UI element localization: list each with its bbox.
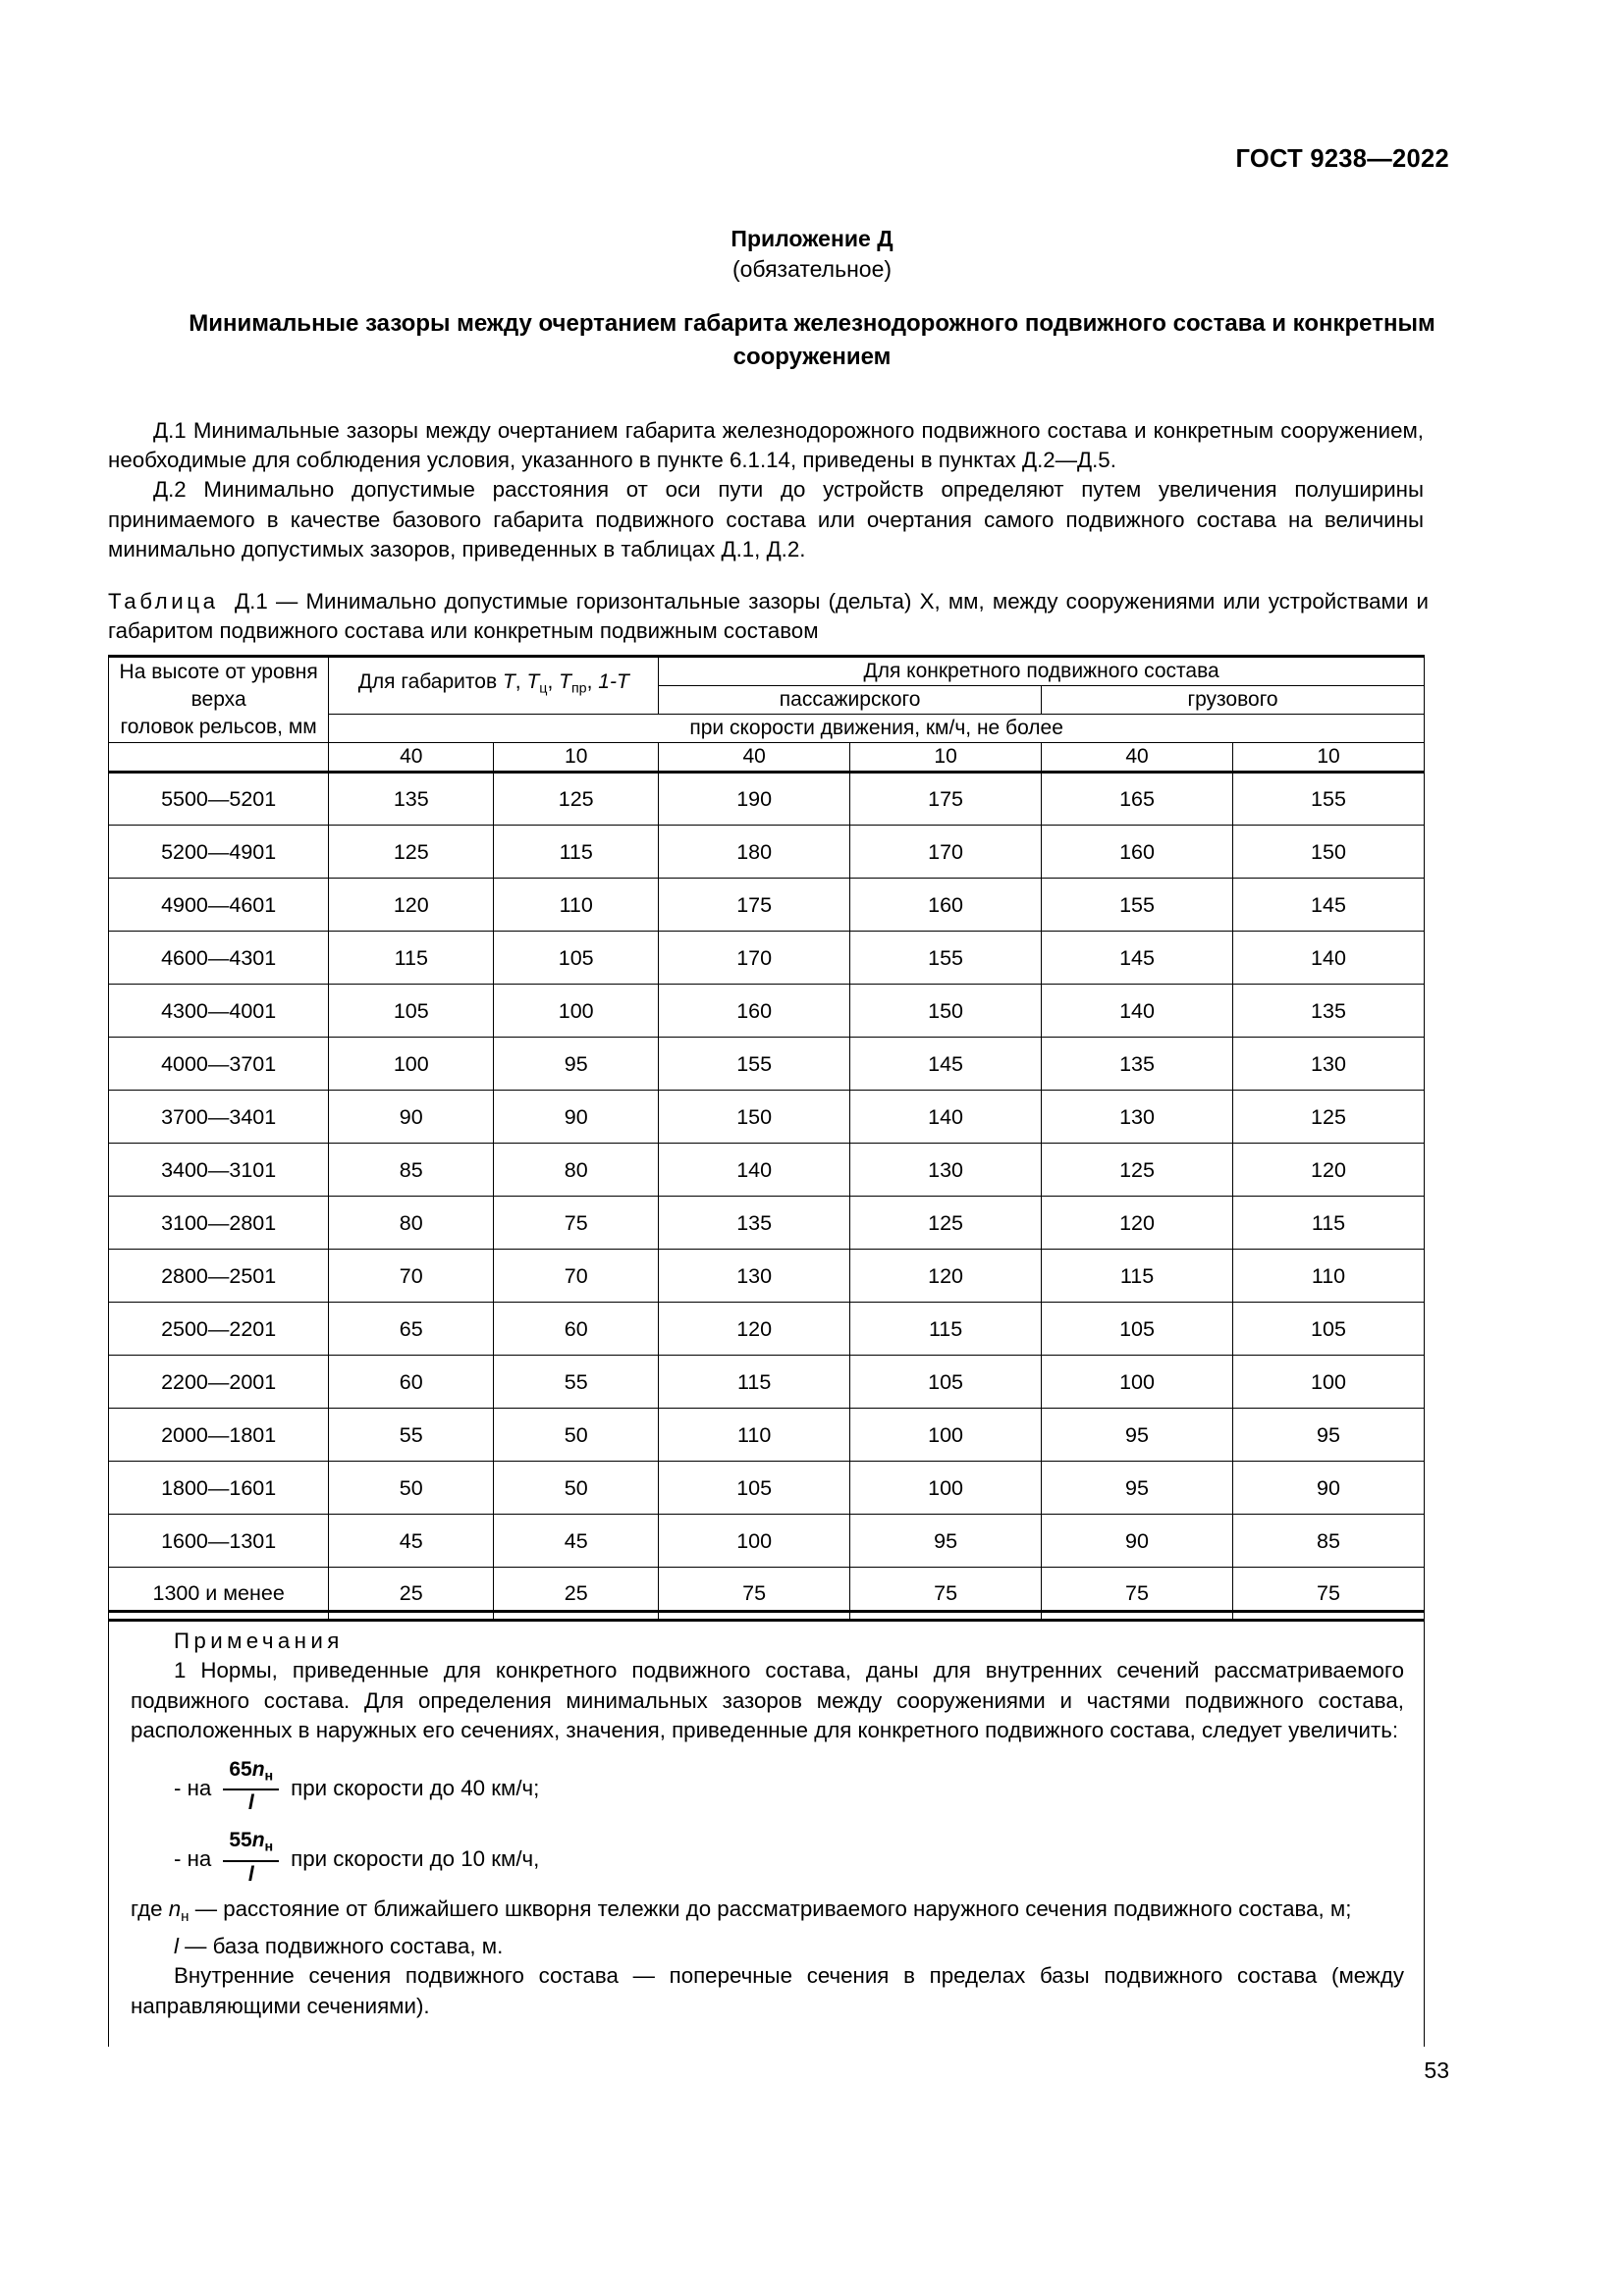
row-value: 130 xyxy=(850,1144,1042,1197)
formula-10kmh-fraction xyxy=(223,1829,279,1887)
header-gabarit-t2-sub: ц xyxy=(539,680,548,697)
header-passenger: пассажирского xyxy=(659,686,1042,715)
row-value: 180 xyxy=(659,826,850,879)
row-value: 90 xyxy=(1042,1515,1233,1568)
header-speed-note: при скорости движения, км/ч, не более xyxy=(329,715,1425,743)
formula-10kmh xyxy=(131,1831,1404,1889)
row-value: 105 xyxy=(329,985,494,1038)
formula-40kmh-prefix: - на xyxy=(174,1775,212,1800)
annex-label xyxy=(0,224,1624,285)
row-value: 125 xyxy=(850,1197,1042,1250)
row-value: 65 xyxy=(329,1303,494,1356)
row-value: 175 xyxy=(659,879,850,932)
row-value: 115 xyxy=(1042,1250,1233,1303)
notes-var-n: n xyxy=(168,1896,182,1921)
row-value: 70 xyxy=(494,1250,659,1303)
annex-title xyxy=(137,307,1487,374)
row-value: 80 xyxy=(329,1197,494,1250)
row-value: 95 xyxy=(1042,1462,1233,1515)
row-value: 100 xyxy=(850,1462,1042,1515)
row-value: 155 xyxy=(1042,879,1233,932)
annex-title-line1: Минимальные зазоры между очертанием габарита железнодорожного подвижного состава xyxy=(189,310,1266,337)
annex-obligation-text: (обязательное) xyxy=(731,256,893,282)
header-freight: грузового xyxy=(1042,686,1425,715)
table-caption-number: Д.1 xyxy=(235,589,268,614)
clearance-table xyxy=(108,655,1425,1622)
table-row xyxy=(109,1356,1425,1409)
row-value: 115 xyxy=(850,1303,1042,1356)
row-value: 55 xyxy=(494,1356,659,1409)
row-value: 125 xyxy=(329,826,494,879)
row-value: 130 xyxy=(1042,1091,1233,1144)
row-value: 140 xyxy=(659,1144,850,1197)
table-row xyxy=(109,985,1425,1038)
row-value: 95 xyxy=(1042,1409,1233,1462)
row-value: 160 xyxy=(659,985,850,1038)
table-caption-text: — Минимально допустимые горизонтальные зазоры (дельта) X, мм, между сооружениями или устройствами и габаритом подвижного состава или конкретным подвижным составом xyxy=(108,589,1430,644)
formula-40kmh-num-coeff: 65 xyxy=(229,1757,252,1781)
row-value: 115 xyxy=(494,826,659,879)
formula-10kmh-num-sub: н xyxy=(264,1839,274,1855)
table-row xyxy=(109,1250,1425,1303)
row-value: 110 xyxy=(494,879,659,932)
row-value: 90 xyxy=(494,1091,659,1144)
header-specific-stock: Для конкретного подвижного состава xyxy=(659,657,1425,686)
row-height-label: 3400—3101 xyxy=(109,1144,329,1197)
row-value: 130 xyxy=(659,1250,850,1303)
paragraph-d2: Д.2 Минимально допустимые расстояния от оси пути до устройств определяют путем увеличения полуширины принимаемого в качестве базового габарита подвижного состава или очертания самого подвижного состава на величины минимально допустимых зазоров, приведенных в таблицах Д.1, Д.2. xyxy=(108,477,1424,561)
document-header-standard-number: ГОСТ 9238—2022 xyxy=(1235,145,1449,173)
row-height-label: 4600—4301 xyxy=(109,932,329,985)
row-value: 190 xyxy=(659,773,850,826)
row-value: 120 xyxy=(850,1250,1042,1303)
header-height-line2: головок рельсов, мм xyxy=(120,716,317,738)
row-value: 170 xyxy=(850,826,1042,879)
formula-10kmh-suffix: при скорости до 10 км/ч, xyxy=(291,1846,540,1872)
row-value: 95 xyxy=(1232,1409,1424,1462)
row-value: 25 xyxy=(329,1568,494,1621)
table-row xyxy=(109,879,1425,932)
clearance-table-wrapper xyxy=(108,655,1425,1622)
notes-var-l-desc: — база подвижного состава, м. xyxy=(178,1934,504,1958)
body-paragraphs xyxy=(108,416,1424,564)
row-value: 90 xyxy=(1232,1462,1424,1515)
row-value: 75 xyxy=(494,1197,659,1250)
table-row xyxy=(109,1091,1425,1144)
row-value: 25 xyxy=(494,1568,659,1621)
header-gabarit-t3-sub: пр xyxy=(570,680,587,697)
header-gabarit-t1: T xyxy=(502,670,515,694)
table-notes xyxy=(108,1610,1425,2047)
table-row xyxy=(109,1038,1425,1091)
header-gabarit-column: Для габаритов T, $T_ц$, $T_{пр}$, 1-T xyxy=(329,657,659,715)
formula-40kmh-numerator xyxy=(223,1758,279,1791)
table-row xyxy=(109,1144,1425,1197)
header-gabarit-prefix: Для габаритов xyxy=(357,670,503,694)
formula-10kmh-prefix: - на xyxy=(174,1846,212,1872)
table-row xyxy=(109,1303,1425,1356)
notes-var-l: l xyxy=(174,1934,179,1958)
row-value: 100 xyxy=(659,1515,850,1568)
formula-10kmh-num-var: n xyxy=(251,1829,265,1852)
formula-40kmh-denominator: l xyxy=(247,1791,254,1815)
table-row xyxy=(109,1515,1425,1568)
header-speed-2: 40 xyxy=(659,743,850,773)
header-speed-5: 10 xyxy=(1232,743,1424,773)
row-height-label: 2000—1801 xyxy=(109,1409,329,1462)
formula-40kmh-num-sub: н xyxy=(264,1768,274,1785)
annex-label-text: Приложение Д xyxy=(731,226,893,251)
annex-title-line2: и конкретным сооружением xyxy=(732,310,1435,370)
header-gabarit-t2: T xyxy=(526,670,540,694)
row-height-label: 1800—1601 xyxy=(109,1462,329,1515)
formula-10kmh-num-coeff: 55 xyxy=(229,1829,252,1852)
row-value: 135 xyxy=(329,773,494,826)
row-value: 115 xyxy=(329,932,494,985)
row-height-label: 5500—5201 xyxy=(109,773,329,826)
row-height-label: 2500—2201 xyxy=(109,1303,329,1356)
row-value: 100 xyxy=(494,985,659,1038)
row-value: 70 xyxy=(329,1250,494,1303)
row-value: 105 xyxy=(850,1356,1042,1409)
row-value: 105 xyxy=(1232,1303,1424,1356)
row-value: 50 xyxy=(329,1462,494,1515)
row-value: 100 xyxy=(1232,1356,1424,1409)
row-value: 110 xyxy=(659,1409,850,1462)
notes-definition-n: где $n_н$ — расстояние от ближайшего шкворня тележки до рассматриваемого наружного сечения подвижного состава, м; xyxy=(131,1896,1352,1925)
row-value: 150 xyxy=(850,985,1042,1038)
row-value: 85 xyxy=(1232,1515,1424,1568)
row-value: 85 xyxy=(329,1144,494,1197)
row-value: 105 xyxy=(494,932,659,985)
row-value: 90 xyxy=(329,1091,494,1144)
row-value: 165 xyxy=(1042,773,1233,826)
notes-heading: Примечания xyxy=(174,1629,344,1653)
row-height-label: 3700—3401 xyxy=(109,1091,329,1144)
row-value: 75 xyxy=(850,1568,1042,1621)
header-speed-4: 40 xyxy=(1042,743,1233,773)
header-speed-0: 40 xyxy=(329,743,494,773)
table-caption xyxy=(108,587,1429,646)
row-value: 110 xyxy=(1232,1250,1424,1303)
table-row xyxy=(109,773,1425,826)
row-value: 175 xyxy=(850,773,1042,826)
row-value: 60 xyxy=(329,1356,494,1409)
header-speed-empty xyxy=(109,743,329,773)
row-value: 95 xyxy=(850,1515,1042,1568)
row-value: 105 xyxy=(1042,1303,1233,1356)
row-value: 145 xyxy=(1232,879,1424,932)
row-value: 125 xyxy=(1042,1144,1233,1197)
row-value: 135 xyxy=(1042,1038,1233,1091)
table-row xyxy=(109,932,1425,985)
row-value: 100 xyxy=(1042,1356,1233,1409)
row-value: 105 xyxy=(659,1462,850,1515)
row-value: 50 xyxy=(494,1462,659,1515)
row-value: 120 xyxy=(1042,1197,1233,1250)
row-value: 155 xyxy=(1232,773,1424,826)
notes-definition-l xyxy=(131,1932,1404,1961)
page-number: 53 xyxy=(1424,2057,1449,2083)
row-value: 115 xyxy=(1232,1197,1424,1250)
row-value: 120 xyxy=(659,1303,850,1356)
notes-item-1: 1 Нормы, приведенные для конкретного подвижного состава, даны для внутренних сечений рассматриваемого подвижного состава. Для определения минимальных зазоров между сооружениями и частями подвижного состава, расположенных в наружных его сечениях, значения, приведенные для конкретного подвижного состава, следует увеличить: xyxy=(131,1658,1404,1743)
row-value: 150 xyxy=(1232,826,1424,879)
row-value: 75 xyxy=(1232,1568,1424,1621)
row-value: 45 xyxy=(329,1515,494,1568)
row-value: 135 xyxy=(1232,985,1424,1038)
row-value: 125 xyxy=(494,773,659,826)
row-value: 60 xyxy=(494,1303,659,1356)
notes-var-n-sub: н xyxy=(181,1907,189,1925)
header-speed-3: 10 xyxy=(850,743,1042,773)
formula-40kmh-fraction xyxy=(223,1758,279,1816)
table-row xyxy=(109,1462,1425,1515)
row-value: 115 xyxy=(659,1356,850,1409)
header-height-line1: На высоте от уровня верха xyxy=(119,661,318,711)
row-value: 50 xyxy=(494,1409,659,1462)
row-value: 140 xyxy=(850,1091,1042,1144)
row-height-label: 4300—4001 xyxy=(109,985,329,1038)
row-value: 100 xyxy=(850,1409,1042,1462)
row-height-label: 3100—2801 xyxy=(109,1197,329,1250)
formula-40kmh xyxy=(131,1757,1404,1818)
row-height-label: 2200—2001 xyxy=(109,1356,329,1409)
row-value: 155 xyxy=(850,932,1042,985)
row-value: 155 xyxy=(659,1038,850,1091)
row-value: 145 xyxy=(1042,932,1233,985)
row-value: 95 xyxy=(494,1038,659,1091)
row-value: 140 xyxy=(1042,985,1233,1038)
row-value: 120 xyxy=(1232,1144,1424,1197)
row-value: 125 xyxy=(1232,1091,1424,1144)
row-height-label: 4000—3701 xyxy=(109,1038,329,1091)
row-height-label: 1600—1301 xyxy=(109,1515,329,1568)
paragraph-d1: Д.1 Минимальные зазоры между очертанием габарита железнодорожного подвижного состава и конкретным сооружением, необходимые для соблюдения условия, указанного в пункте 6.1.14, приведены в пунктах Д.2—Д.5. xyxy=(108,418,1424,473)
header-speed-values-row xyxy=(109,743,1425,773)
row-height-label: 4900—4601 xyxy=(109,879,329,932)
header-height-column xyxy=(109,657,329,743)
row-height-label: 5200—4901 xyxy=(109,826,329,879)
row-value: 170 xyxy=(659,932,850,985)
table-row xyxy=(109,1197,1425,1250)
table-row xyxy=(109,826,1425,879)
row-value: 130 xyxy=(1232,1038,1424,1091)
header-gabarit-t3: T xyxy=(559,670,571,694)
formula-10kmh-numerator xyxy=(223,1829,279,1862)
row-value: 45 xyxy=(494,1515,659,1568)
header-gabarit-t4: 1-T xyxy=(598,670,629,694)
row-value: 100 xyxy=(329,1038,494,1091)
row-value: 150 xyxy=(659,1091,850,1144)
row-value: 160 xyxy=(850,879,1042,932)
row-height-label: 2800—2501 xyxy=(109,1250,329,1303)
notes-var-n-desc: — расстояние от ближайшего шкворня тележки до рассматриваемого наружного сечения подвижного состава, м; xyxy=(189,1896,1352,1921)
row-value: 55 xyxy=(329,1409,494,1462)
row-value: 75 xyxy=(659,1568,850,1621)
table-row xyxy=(109,1409,1425,1462)
row-value: 75 xyxy=(1042,1568,1233,1621)
table-caption-word: Таблица xyxy=(108,589,219,614)
row-value: 80 xyxy=(494,1144,659,1197)
formula-40kmh-suffix: при скорости до 40 км/ч; xyxy=(291,1775,540,1800)
header-speed-1: 10 xyxy=(494,743,659,773)
formula-40kmh-num-var: n xyxy=(251,1757,265,1781)
row-value: 160 xyxy=(1042,826,1233,879)
row-value: 120 xyxy=(329,879,494,932)
formula-10kmh-denominator: l xyxy=(247,1862,254,1886)
row-value: 135 xyxy=(659,1197,850,1250)
row-value: 145 xyxy=(850,1038,1042,1091)
row-height-label: 1300 и менее xyxy=(109,1568,329,1621)
notes-inner-sections: Внутренние сечения подвижного состава — поперечные сечения в пределах базы подвижного состава (между направляющими сечениями). xyxy=(131,1963,1404,2018)
row-value: 140 xyxy=(1232,932,1424,985)
